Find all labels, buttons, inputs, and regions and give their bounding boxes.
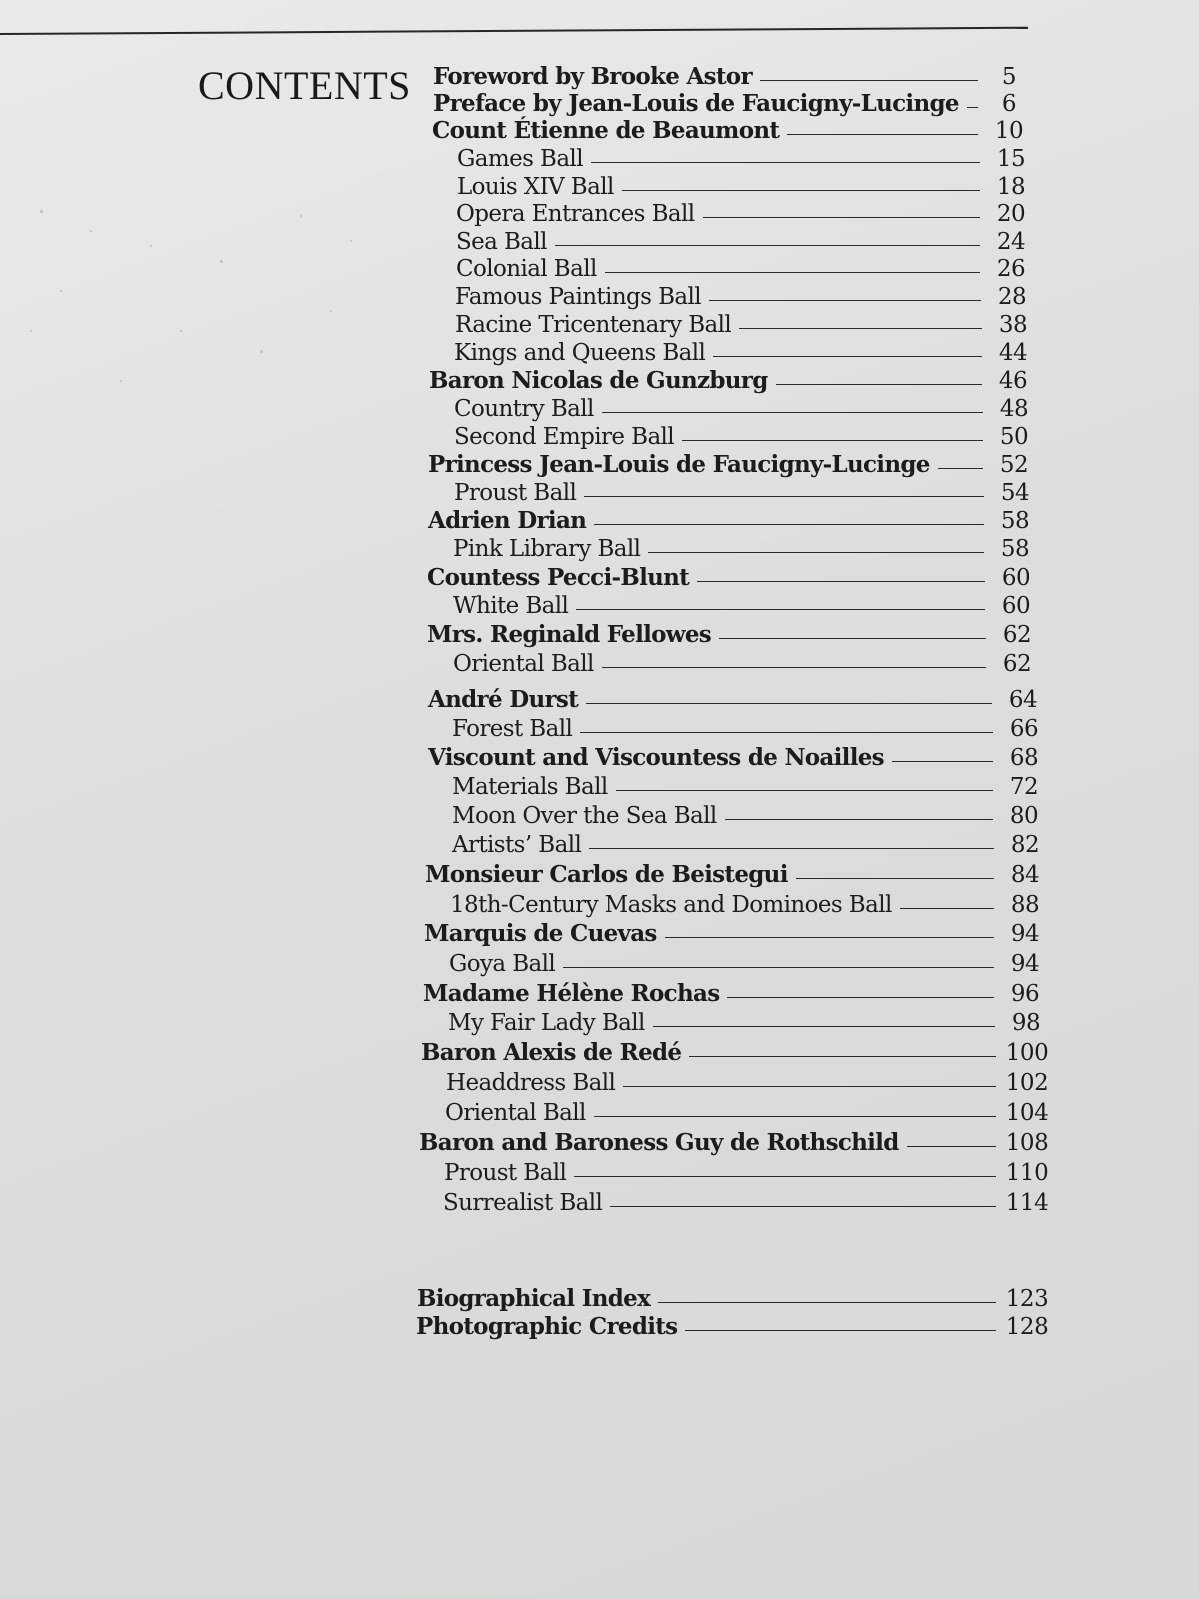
toc-entry-title: Goya Ball xyxy=(449,951,556,977)
leader-line xyxy=(760,80,978,81)
toc-entry-page-number: 58 xyxy=(1000,536,1030,562)
leader-line xyxy=(586,703,992,704)
toc-entry-page-number: 66 xyxy=(1009,716,1039,742)
paper-speck xyxy=(300,215,302,217)
toc-entry-page-number: 128 xyxy=(1005,1314,1049,1340)
toc-entry-page-number: 54 xyxy=(1000,480,1030,506)
toc-entry-sub xyxy=(457,172,1034,202)
leader-line xyxy=(709,300,981,301)
toc-entry-sub xyxy=(454,338,1036,368)
toc-entry-page-number: 48 xyxy=(999,396,1029,422)
toc-entry-sub xyxy=(455,310,1036,340)
leader-line xyxy=(697,581,985,582)
leader-line xyxy=(574,1176,996,1177)
toc-entry-title: André Durst xyxy=(428,686,579,713)
leader-line xyxy=(787,134,978,135)
leader-line xyxy=(648,552,984,553)
toc-entry-title: Viscount and Viscountess de Noailles xyxy=(428,744,884,771)
toc-entry-sub xyxy=(456,227,1034,257)
toc-entry-title: Second Empire Ball xyxy=(454,424,675,450)
toc-entry-title: Proust Ball xyxy=(444,1160,567,1186)
toc-entry-main xyxy=(433,62,1032,92)
toc-entry-main xyxy=(421,1038,1050,1068)
toc-entry-page-number: 88 xyxy=(1010,892,1040,918)
toc-entry-page-number: 26 xyxy=(996,256,1026,282)
toc-entry-page-number: 38 xyxy=(998,312,1028,338)
toc-entry-main xyxy=(433,89,1032,119)
toc-entry-title: Marquis de Cuevas xyxy=(424,920,657,947)
toc-entry-page-number: 102 xyxy=(1005,1070,1049,1096)
leader-line xyxy=(907,1146,996,1147)
paper-speck xyxy=(40,210,43,213)
toc-entry-title: Oriental Ball xyxy=(453,651,594,677)
leader-line xyxy=(892,761,993,762)
toc-entry-main xyxy=(428,743,1047,773)
toc-entry-sub xyxy=(445,1098,1050,1128)
toc-entry-title: 18th-Century Masks and Dominoes Ball xyxy=(450,892,892,918)
toc-entry-title: Foreword by Brooke Astor xyxy=(433,63,752,90)
leader-line xyxy=(602,412,983,413)
toc-entry-sub xyxy=(456,254,1034,284)
toc-entry-title: Surrealist Ball xyxy=(443,1190,603,1216)
toc-entry-page-number: 94 xyxy=(1010,951,1040,977)
toc-entry-title: Madame Hélène Rochas xyxy=(423,980,720,1007)
paper-speck xyxy=(260,350,263,353)
toc-entry-page-number: 6 xyxy=(1001,91,1017,117)
leader-line xyxy=(727,997,994,998)
toc-entry-page-number: 58 xyxy=(1000,508,1030,534)
toc-entry-page-number: 28 xyxy=(997,284,1027,310)
toc-entry-page-number: 46 xyxy=(998,368,1028,394)
leader-line xyxy=(605,272,980,273)
toc-entry-page-number: 94 xyxy=(1010,921,1040,947)
leader-line xyxy=(563,967,994,968)
paper-speck xyxy=(330,310,332,312)
toc-entry-main xyxy=(428,450,1037,480)
toc-entry-main xyxy=(427,563,1039,593)
toc-entry-page-number: 50 xyxy=(999,424,1029,450)
toc-entry-page-number: 15 xyxy=(996,146,1026,172)
leader-line xyxy=(555,245,980,246)
toc-entry-title: Materials Ball xyxy=(452,774,608,800)
leader-line xyxy=(610,1206,996,1207)
toc-entry-title: Sea Ball xyxy=(456,229,547,255)
toc-entry-main xyxy=(425,860,1048,890)
toc-entry-title: Famous Paintings Ball xyxy=(455,284,701,310)
toc-entry-sub xyxy=(452,801,1047,831)
toc-entry-page-number: 10 xyxy=(994,118,1024,144)
toc-entry-title: Kings and Queens Ball xyxy=(454,340,706,366)
toc-entry-page-number: 123 xyxy=(1005,1286,1049,1312)
toc-entry-page-number: 24 xyxy=(996,229,1026,255)
leader-line xyxy=(589,848,994,849)
toc-entry-sub xyxy=(454,422,1037,452)
leader-line xyxy=(967,107,978,108)
toc-entry-page-number: 84 xyxy=(1010,862,1040,888)
toc-entry-page-number: 98 xyxy=(1011,1010,1041,1036)
paper-speck xyxy=(30,330,32,332)
paper-speck xyxy=(180,330,182,332)
toc-entry-main xyxy=(416,1312,1050,1342)
leader-line xyxy=(900,908,994,909)
toc-entry-title: Country Ball xyxy=(454,396,594,422)
paper-speck xyxy=(60,290,62,292)
toc-entry-page-number: 60 xyxy=(1001,593,1031,619)
toc-entry-page-number: 18 xyxy=(996,174,1026,200)
toc-entry-title: Games Ball xyxy=(457,146,583,172)
toc-entry-title: Baron and Baroness Guy de Rothschild xyxy=(419,1129,899,1156)
leader-line xyxy=(776,384,982,385)
toc-entry-title: Mrs. Reginald Fellowes xyxy=(427,621,712,648)
toc-entry-main xyxy=(427,620,1040,650)
toc-entry-main xyxy=(417,1284,1050,1314)
leader-line xyxy=(665,937,994,938)
toc-entry-page-number: 68 xyxy=(1009,745,1039,771)
toc-entry-sub xyxy=(453,649,1040,679)
toc-entry-main xyxy=(424,919,1048,949)
toc-entry-sub xyxy=(446,1068,1050,1098)
toc-entry-page-number: 110 xyxy=(1005,1160,1049,1186)
toc-entry-sub xyxy=(457,144,1034,174)
leader-line xyxy=(689,1056,996,1057)
toc-entry-title: Monsieur Carlos de Beistegui xyxy=(425,861,788,888)
leader-line xyxy=(580,732,993,733)
paper-speck xyxy=(90,230,92,232)
toc-entry-title: Headdress Ball xyxy=(446,1070,616,1096)
toc-entry-main xyxy=(428,506,1038,536)
contents-heading: CONTENTS xyxy=(198,63,411,108)
toc-entry-sub xyxy=(452,772,1047,802)
toc-entry-title: Moon Over the Sea Ball xyxy=(452,803,717,829)
toc-entry-title: Oriental Ball xyxy=(445,1100,586,1126)
leader-line xyxy=(725,819,993,820)
leader-line xyxy=(576,609,985,610)
toc-entry-main xyxy=(423,979,1048,1009)
toc-entry-page-number: 62 xyxy=(1002,622,1032,648)
toc-entry-title: Racine Tricentenary Ball xyxy=(455,312,732,338)
paper-speck xyxy=(350,240,352,242)
toc-entry-page-number: 64 xyxy=(1008,687,1038,713)
toc-entry-title: Countess Pecci-Blunt xyxy=(427,564,690,591)
toc-entry-title: White Ball xyxy=(453,593,569,619)
leader-line xyxy=(602,667,986,668)
toc-entry-title: Pink Library Ball xyxy=(453,536,641,562)
toc-entry-main xyxy=(432,116,1032,146)
toc-entry-title: Biographical Index xyxy=(417,1285,651,1312)
toc-entry-title: Opera Entrances Ball xyxy=(456,201,695,227)
toc-entry-sub xyxy=(443,1188,1050,1218)
leader-line xyxy=(658,1302,996,1303)
toc-entry-sub xyxy=(452,830,1048,860)
toc-entry-title: Baron Alexis de Redé xyxy=(421,1039,682,1066)
toc-entry-page-number: 104 xyxy=(1005,1100,1049,1126)
toc-entry-sub xyxy=(455,282,1035,312)
toc-entry-title: Colonial Ball xyxy=(456,256,597,282)
toc-entry-page-number: 5 xyxy=(1001,64,1017,90)
toc-entry-sub xyxy=(453,534,1038,564)
toc-entry-main xyxy=(419,1128,1050,1158)
toc-entry-page-number: 114 xyxy=(1005,1190,1049,1216)
toc-entry-sub xyxy=(456,199,1034,229)
leader-line xyxy=(703,217,980,218)
toc-entry-title: Proust Ball xyxy=(454,480,577,506)
toc-entry-main xyxy=(428,685,1046,715)
leader-line xyxy=(616,790,993,791)
leader-line xyxy=(685,1330,996,1331)
toc-entry-title: My Fair Lady Ball xyxy=(448,1010,645,1036)
leader-line xyxy=(584,496,984,497)
toc-entry-sub xyxy=(449,949,1048,979)
leader-line xyxy=(622,190,980,191)
leader-line xyxy=(594,1116,996,1117)
toc-entry-page-number: 52 xyxy=(999,452,1029,478)
toc-entry-sub xyxy=(454,478,1038,508)
leader-line xyxy=(591,162,980,163)
toc-entry-page-number: 80 xyxy=(1009,803,1039,829)
toc-entry-title: Forest Ball xyxy=(452,716,573,742)
toc-entry-page-number: 72 xyxy=(1009,774,1039,800)
toc-entry-page-number: 62 xyxy=(1002,651,1032,677)
toc-entry-page-number: 82 xyxy=(1010,832,1040,858)
toc-entry-sub xyxy=(454,394,1037,424)
leader-line xyxy=(623,1086,996,1087)
toc-entry-sub xyxy=(444,1158,1050,1188)
toc-entry-sub xyxy=(452,714,1047,744)
toc-entry-title: Count Étienne de Beaumont xyxy=(432,117,780,144)
toc-entry-title: Adrien Drian xyxy=(428,507,587,534)
toc-entry-title: Louis XIV Ball xyxy=(457,174,614,200)
toc-entry-page-number: 96 xyxy=(1010,981,1040,1007)
toc-entry-main xyxy=(429,366,1036,396)
toc-entry-title: Artists’ Ball xyxy=(452,832,582,858)
leader-line xyxy=(739,328,982,329)
leader-line xyxy=(719,638,986,639)
leader-line xyxy=(938,468,983,469)
toc-entry-page-number: 108 xyxy=(1005,1130,1049,1156)
toc-entry-title: Baron Nicolas de Gunzburg xyxy=(429,367,768,394)
toc-entry-title: Princess Jean-Louis de Faucigny-Lucinge xyxy=(428,451,930,478)
leader-line xyxy=(682,440,983,441)
toc-entry-sub xyxy=(450,890,1048,920)
toc-entry-page-number: 60 xyxy=(1001,565,1031,591)
toc-entry-title: Preface by Jean-Louis de Faucigny-Lucinge xyxy=(433,90,959,117)
paper-speck xyxy=(150,245,152,247)
toc-entry-page-number: 100 xyxy=(1005,1040,1049,1066)
leader-line xyxy=(713,356,982,357)
paper-speck xyxy=(120,380,122,382)
leader-line xyxy=(594,524,984,525)
toc-entry-title: Photographic Credits xyxy=(416,1313,678,1340)
paper-speck xyxy=(220,260,223,263)
toc-entry-sub xyxy=(448,1008,1049,1038)
toc-entry-page-number: 44 xyxy=(998,340,1028,366)
leader-line xyxy=(653,1026,995,1027)
toc-entry-sub xyxy=(453,591,1039,621)
toc-entry-page-number: 20 xyxy=(996,201,1026,227)
leader-line xyxy=(796,878,994,879)
